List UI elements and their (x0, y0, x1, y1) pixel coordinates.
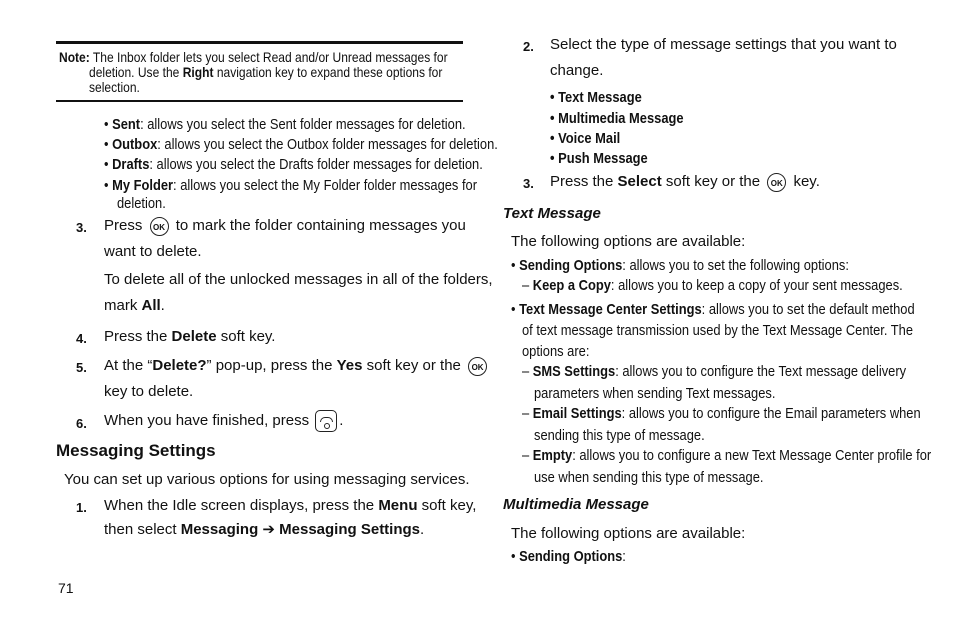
option-text: : (622, 548, 626, 565)
tm-sending-options: • Sending Options: allows you to set the following options: (511, 257, 849, 274)
messaging-settings-intro: You can set up various options for using messaging services. (64, 471, 470, 488)
step-text: . (160, 297, 165, 314)
step-text: . (339, 412, 344, 429)
bullet-term: Drafts (112, 156, 150, 173)
ok-key-icon: OK (767, 173, 786, 192)
bullet-drafts: • Drafts: allows you select the Drafts folder messages for deletion. (104, 156, 483, 173)
step-text: mark (104, 297, 142, 314)
option-term: Text Message Center Settings (519, 301, 702, 318)
step-text: . (420, 521, 425, 538)
option-term: Keep a Copy (532, 277, 611, 294)
text-message-intro: The following options are available: (511, 233, 746, 250)
step-text: key. (789, 173, 820, 190)
note-bottom-rule (56, 100, 463, 102)
step-text: soft key or the (661, 173, 761, 190)
page-number: 71 (58, 580, 74, 596)
ms-step-1-number: 1. (76, 500, 87, 515)
option-text: : allows you to set the following options: (622, 257, 849, 274)
step-5-line-2: key to delete. (104, 383, 194, 400)
r-step-2-line-2: change. (550, 62, 604, 79)
subheading-multimedia-message: Multimedia Message (503, 496, 649, 513)
option-term: Sending Options (519, 548, 623, 565)
arrow-icon: ➔ (258, 521, 280, 538)
option-term: Empty (532, 447, 573, 464)
note-line-3 (89, 79, 140, 95)
step-3-para-2-line-2 (104, 295, 165, 317)
step-text: ” pop-up, press the (206, 357, 337, 374)
end-key-icon (315, 410, 337, 432)
option-text: : allows you to set the default method (701, 301, 915, 318)
option-term: Email Settings (532, 405, 622, 422)
note-text-1: The Inbox folder lets you select Read and/or Unread messages for (92, 49, 448, 65)
multimedia-message-intro: The following options are available: (511, 525, 746, 542)
ok-key-icon: OK (468, 357, 487, 376)
section-heading-messaging-settings: Messaging Settings (56, 441, 216, 460)
option-text: : allows you to configure the Text message delivery (615, 363, 907, 380)
bullet-sent: • Sent: allows you select the Sent folder messages for deletion. (104, 116, 466, 133)
step-text: When you have finished, press (104, 412, 310, 429)
r-step-2-number: 2. (523, 39, 534, 54)
type-label: Push Message (558, 150, 648, 167)
tm-keep-copy: – Keep a Copy: allows you to keep a copy of your sent messages. (522, 277, 903, 294)
step-3-line-2: want to delete. (104, 243, 202, 260)
step-text: to mark the folder containing messages you (175, 217, 466, 234)
note-right-key: Right (182, 64, 214, 80)
tm-sms-settings-line-1: – SMS Settings: allows you to configure the Text message delivery (522, 363, 907, 380)
bullet-outbox: • Outbox: allows you select the Outbox folder messages for deletion. (104, 136, 498, 153)
bullet-my-folder: • My Folder: allows you select the My Folder folder messages for (104, 177, 478, 194)
note-text-2c: navigation key to expand these options for (213, 64, 443, 80)
ms-step-1-line-2 (104, 519, 424, 541)
type-multimedia-message: • Multimedia Message (550, 110, 684, 127)
step-3-number: 3. (76, 220, 87, 235)
tm-empty-line-1: – Empty: allows you to configure a new Text Message Center profile for (522, 447, 932, 464)
mm-sending-options: • Sending Options: (511, 548, 626, 565)
option-term: Sending Options (519, 257, 623, 274)
tm-center-settings-line-1: • Text Message Center Settings: allows you to set the default method (511, 301, 915, 318)
menu-path-messaging: Messaging (180, 521, 259, 538)
step-text: When the Idle screen displays, press the (104, 497, 379, 514)
tm-center-settings-line-3: options are: (522, 343, 590, 360)
step-text: Press the (104, 328, 172, 345)
delete-key: Delete (171, 328, 217, 345)
type-label: Multimedia Message (558, 110, 684, 127)
step-5-number: 5. (76, 360, 87, 375)
step-6-number: 6. (76, 416, 87, 431)
tm-email-settings-line-2: sending this type of message. (534, 427, 705, 444)
bullet-text: deletion. (117, 195, 166, 212)
step-text: Press the (550, 173, 618, 190)
ok-key-icon: OK (150, 217, 169, 236)
subheading-text-message: Text Message (503, 205, 601, 222)
yes-key: Yes (336, 357, 363, 374)
bullet-text: : allows you select the Sent folder messages for deletion. (140, 116, 466, 133)
tm-center-settings-line-2: of text message transmission used by the Text Message Center. The (522, 322, 914, 339)
tm-email-settings-line-1: – Email Settings: allows you to configure the Email parameters when (522, 405, 921, 422)
type-voice-mail: • Voice Mail (550, 130, 621, 147)
bullet-my-folder-cont (117, 195, 166, 212)
step-4-text (104, 326, 275, 348)
all-option: All (141, 297, 161, 314)
note-line-1 (59, 49, 448, 65)
step-text: soft key, (417, 497, 477, 514)
bullet-text: : allows you select the Outbox folder messages for deletion. (157, 136, 498, 153)
note-text-2a: deletion. Use the (89, 64, 183, 80)
menu-path-messaging-settings: Messaging Settings (279, 521, 421, 538)
bullet-term: My Folder (112, 177, 174, 194)
step-text: soft key or the (362, 357, 461, 374)
step-3-para-2-line-1: To delete all of the unlocked messages in all of the folders, (104, 271, 493, 288)
note-line-2 (89, 64, 442, 80)
select-key: Select (617, 173, 662, 190)
menu-key: Menu (378, 497, 418, 514)
note-label: Note: (59, 49, 90, 65)
step-3-line-1 (104, 215, 466, 237)
step-4-number: 4. (76, 331, 87, 346)
r-step-2-line-1: Select the type of message settings that you want to (550, 36, 897, 53)
option-text: : allows you to configure a new Text Message Center profile for (572, 447, 932, 464)
note-top-rule (56, 41, 463, 44)
type-text-message: • Text Message (550, 89, 642, 106)
step-text: At the “ (104, 357, 153, 374)
bullet-term: Outbox (112, 136, 158, 153)
r-step-3-number: 3. (523, 176, 534, 191)
step-6-text (104, 410, 343, 432)
step-text: then select (104, 521, 181, 538)
bullet-text: : allows you select the My Folder folder messages for (173, 177, 478, 194)
tm-sms-settings-line-2: parameters when sending Text messages. (534, 385, 776, 402)
ms-step-1-line-1 (104, 495, 476, 517)
step-5-line-1 (104, 355, 490, 377)
type-label: Text Message (558, 89, 642, 106)
option-text: : allows you to configure the Email parameters when (621, 405, 921, 422)
type-push-message: • Push Message (550, 150, 648, 167)
option-text: : allows you to keep a copy of your sent messages. (610, 277, 903, 294)
bullet-term: Sent (112, 116, 141, 133)
bullet-text: : allows you select the Drafts folder messages for deletion. (149, 156, 483, 173)
delete-popup: Delete? (152, 357, 207, 374)
option-term: SMS Settings (532, 363, 616, 380)
type-label: Voice Mail (558, 130, 621, 147)
step-text: Press (104, 217, 143, 234)
tm-empty-line-2: use when sending this type of message. (534, 469, 764, 486)
step-text: soft key. (216, 328, 276, 345)
r-step-3-text (550, 171, 820, 193)
note-text-3: selection. (89, 79, 140, 95)
